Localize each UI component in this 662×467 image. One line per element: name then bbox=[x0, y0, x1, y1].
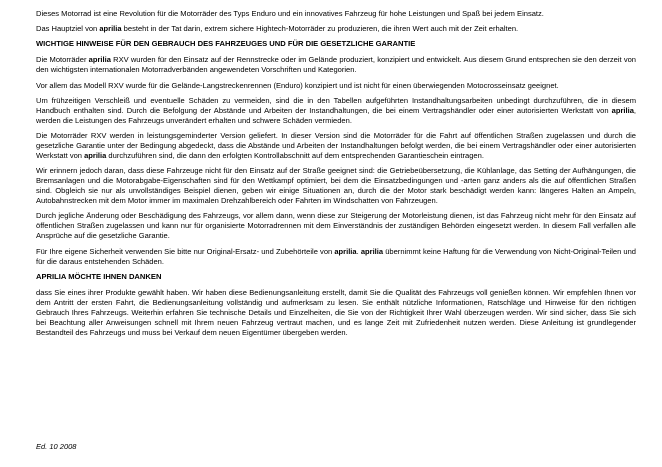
brand-name: aprilia bbox=[611, 105, 634, 115]
brand-name: aprilia bbox=[334, 246, 357, 256]
section1-paragraph-7 bbox=[36, 247, 636, 267]
section2-paragraph-1: dass Sie eines ihrer Produkte gewählt haben. Wir haben diese Bedienungsanleitung erstellt, damit Sie die Qualität des Fahrzeugs voll genießen können. Wir empfehlen Ihnen vor dem Antritt der ersten Fahrt, die Bedienungsanleitung vollständig und aufmerksam zu lesen. Sie enthält nützliche Informationen, Ratschläge und Hinweise für den richtigen Gebrauch Ihres Fahrzeugs. Weiterhin erfahren Sie technische Details und Einzelheiten, die Sie von der Richtigkeit Ihrer Wahl überzeugen werden. Wir sind sicher, dass Sie sich bei Beachtung aller Anweisungen schnell mit Ihrem neuen Fahrzeug vertraut machen, und es lange Zeit mit Zufriedenheit nutzen werden. Diese Anleitung ist grundlegender Bestandteil des Fahrzeugs und muss bei Verkauf dem neuen Eigentümer übergeben werden. bbox=[36, 287, 636, 337]
section1-paragraph-1-pre: Die Motorräder bbox=[36, 55, 89, 65]
intro-paragraph-2-pre: Das Hauptziel von bbox=[36, 24, 100, 34]
section1-paragraph-4-post: durchzuführen sind, die dann den erfolgten Kontrollabschnitt auf dem entsprechenden Garantieschein eintragen. bbox=[106, 150, 484, 160]
section1-paragraph-4 bbox=[36, 131, 636, 161]
section1-heading: WICHTIGE HINWEISE FÜR DEN GEBRAUCH DES FAHRZEUGES UND FÜR DIE GESETZLICHE GARANTIE bbox=[36, 39, 416, 49]
document-page bbox=[36, 9, 636, 343]
section1-paragraph-2: Vor allem das Modell RXV wurde für die Gelände-Langstreckenrennen (Enduro) konzipiert und ist nicht für einen überwiegenden Motocrosseinsatz geeignet. bbox=[36, 80, 559, 90]
section1-paragraph-5: Wir erinnern jedoch daran, dass diese Fahrzeuge nicht für den Einsatz auf der Straße geeignet sind: die Getriebeübersetzung, die Kühlanlage, das Setting der Aufhängungen, die Bremsanlagen und die Motorabgabe-Eigenschaften sind für den Wettkampf optimiert, bei dem die Einsatzbedingungen und -arten ganz anders als die auf öffentlichen Straßen sind. Obgleich sie nur als unvollständiges Beispiel dienen, geben wir einige Situationen an, durch die der Motor stark beschädigt werden kann: längeres Halten an Ampeln, Autobahnstrecken mit dem Motor immer im maximalen Drehzahlbereich oder Fahrten im Windschatten von Fahrzeugen. bbox=[36, 166, 636, 206]
section1-paragraph-1-post: RXV wurden für den Einsatz auf der Rennstrecke oder im Gelände produziert, konzipiert und entwickelt. Aus diesem Grund entsprechen sie den derzeit von den wichtigsten internationalen Motorradverbänden angewendeten Vorschriften und Kategorien. bbox=[36, 55, 636, 75]
brand-name: aprilia bbox=[84, 150, 107, 160]
section1-paragraph-3-post: , werden die Leistungen des Fahrzeugs unverändert erhalten und schwere Schäden vermieden. bbox=[36, 105, 636, 125]
section1-paragraph-1 bbox=[36, 55, 636, 75]
section1-paragraph-7-post: übernimmt keine Haftung für die Verwendung von Nicht-Original-Teilen und für die daraus entstehenden Schäden. bbox=[36, 246, 636, 266]
brand-name: aprilia bbox=[88, 55, 111, 65]
section1-paragraph-4-pre: Die Motorräder RXV werden in leistungsgeminderter Version geliefert. In dieser Version sind die Motorräder für die Fahrt auf öffentlichen Straßen zugelassen und durch die gesetzliche Garantie unter der Bedingung abgedeckt, dass die Abstände und Arbeiten der Instandhaltungen befolgt werden, die bei einem Vertragshändler oder einer autorisierten Werkstatt von bbox=[36, 130, 636, 160]
brand-name: aprilia bbox=[99, 24, 122, 34]
section2-heading: APRILIA MÖCHTE IHNEN DANKEN bbox=[36, 271, 162, 281]
intro-paragraph-1: Dieses Motorrad ist eine Revolution für die Motorräder des Typs Enduro und ein innovatives Fahrzeug für hohe Leistungen und Spaß bei jedem Einsatz. bbox=[36, 9, 544, 18]
brand-name: aprilia bbox=[360, 246, 384, 256]
section1-paragraph-3-pre: Um frühzeitigen Verschleiß und eventuelle Schäden zu vermeiden, sind die in den Tabellen aufgeführten Instandhaltungsarbeiten unbedingt durchzuführen, die in diesem Handbuch enthalten sind. Durch die Befolgung der Abstände und Arbeiten der Instandhaltungen, die bei einem Vertragshändler oder einer autorisierten Werkstatt von bbox=[36, 95, 636, 115]
intro-paragraph-2-post: besteht in der Tat darin, extrem sichere Hightech-Motorräder zu produzieren, die ihren Wert auch mit der Zeit erhalten. bbox=[121, 24, 519, 34]
section1-paragraph-3 bbox=[36, 96, 636, 126]
section1-paragraph-7-mid: . bbox=[356, 246, 361, 256]
intro-paragraph-2 bbox=[36, 24, 636, 34]
edition-footer: Ed. 10 2008 bbox=[36, 442, 77, 451]
section1-paragraph-7-pre: Für Ihre eigene Sicherheit verwenden Sie bitte nur Original-Ersatz- und Zubehörteile von bbox=[36, 246, 335, 256]
section1-paragraph-6: Durch jegliche Änderung oder Beschädigung des Fahrzeugs, vor allem dann, wenn diese zur Steigerung der Motorleistung dienen, ist das Fahrzeug nicht mehr für den Einsatz auf öffentlichen Straßen zugelassen und kann nur für organisierte Motorradrennen mit dem Einverständnis der zuständigen Behörden eingesetzt werden. In diesem Fall verfallen alle Ansprüche auf die gesetzliche Garantie. bbox=[36, 211, 636, 241]
